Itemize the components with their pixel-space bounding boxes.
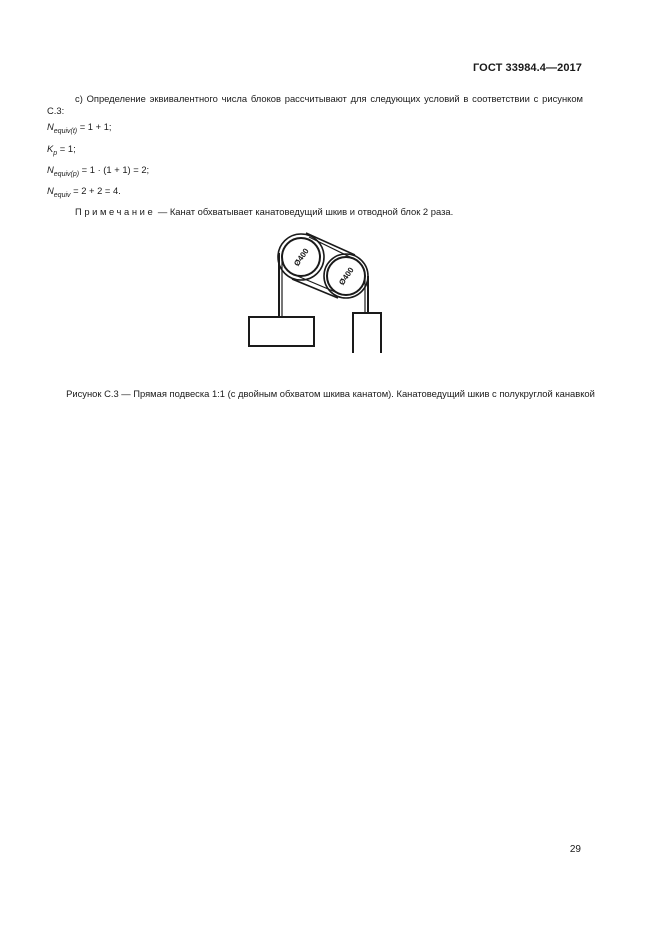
- formula-subscript: equiv: [53, 192, 71, 199]
- rope-upper-1: [306, 233, 355, 255]
- formula-subscript: p: [53, 150, 58, 157]
- formula-n-equiv-p: [47, 164, 149, 176]
- suspension-diagram: [240, 228, 390, 353]
- formula-n-equiv-t: [47, 121, 112, 133]
- counterweight: [353, 313, 381, 353]
- paragraph-c: с) Определение эквивалентного числа блоков рассчитывают для следующих условий в соответствии с рисунком С.3:: [47, 93, 583, 116]
- formula-subscript: equiv(p): [53, 171, 80, 178]
- note-label: Примечание: [75, 206, 156, 217]
- formula-symbol: K: [47, 143, 54, 154]
- car: [249, 317, 314, 346]
- formula-rhs: = 1 + 1;: [77, 121, 112, 132]
- note: [75, 206, 453, 218]
- deflection-sheave-label: Ø400: [337, 265, 356, 287]
- formula-subscript: equiv(t): [53, 128, 78, 135]
- document-header: ГОСТ 33984.4—2017: [472, 62, 582, 74]
- note-text: — Канат обхватывает канатоведущий шкив и отводной блок 2 раза.: [155, 206, 454, 217]
- formula-n-equiv: [47, 185, 121, 197]
- formula-symbol: N: [47, 121, 54, 132]
- figure-caption: Рисунок С.3 — Прямая подвеска 1:1 (с двойным обхватом шкива канатом). Канатоведущий шкив с полукруглой канавкой: [66, 388, 595, 399]
- page-number: 29: [569, 844, 581, 855]
- formula-symbol: N: [47, 164, 54, 175]
- traction-sheave-label: Ø400: [292, 246, 311, 268]
- rope-upper-2: [309, 237, 352, 258]
- formula-rhs: = 1;: [57, 143, 76, 154]
- formula-symbol: N: [47, 185, 54, 196]
- rope-lower-2: [295, 275, 340, 294]
- formula-k-p: [47, 143, 76, 155]
- formula-rhs: = 1 · (1 + 1) = 2;: [79, 164, 150, 175]
- formula-rhs: = 2 + 2 = 4.: [70, 185, 121, 196]
